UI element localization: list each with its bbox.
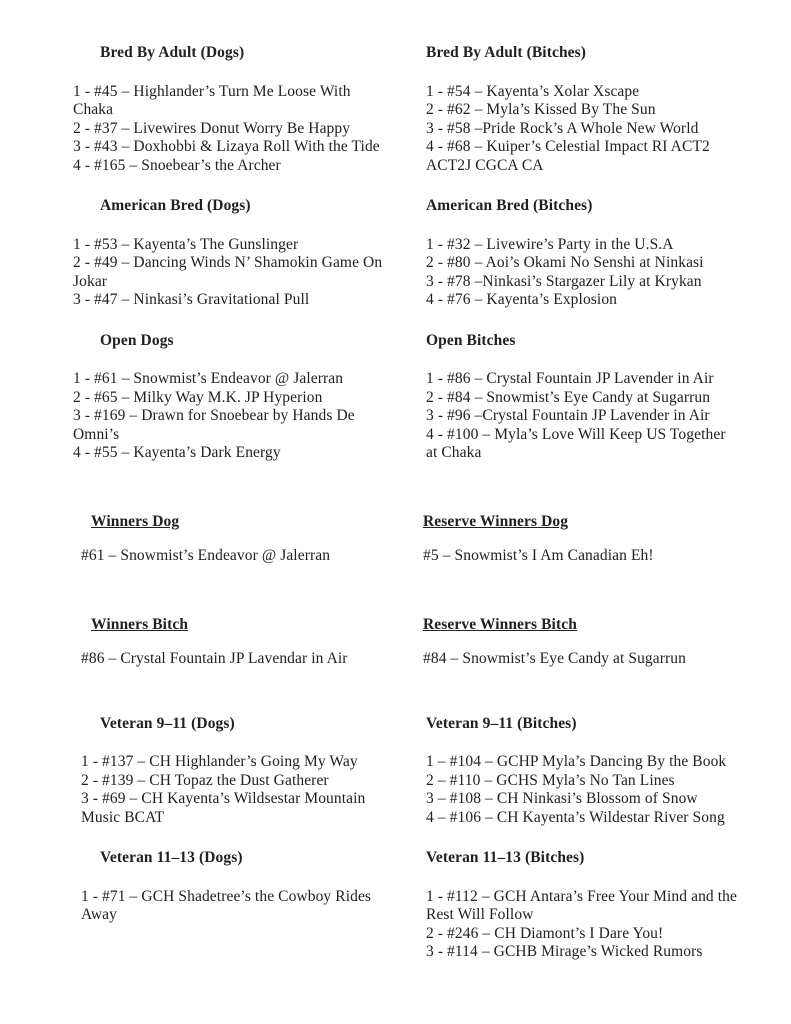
- placement-entry: 3 – #108 – CH Ninkasi’s Blossom of Snow: [426, 790, 698, 807]
- winner-entry: #84 – Snowmist’s Eye Candy at Sugarrun: [423, 650, 686, 667]
- section-bred-by-adult-bitches: [423, 44, 739, 175]
- placement-list: [423, 83, 739, 176]
- section-veteran-9-11-dogs: [72, 715, 423, 828]
- placement-entry: 4 - #100 – Myla’s Love Will Keep US Together at Chaka: [426, 425, 726, 461]
- placement-entry: 3 - #78 –Ninkasi’s Stargazer Lily at Krykan: [426, 272, 702, 290]
- placement-entry: 4 - #68 – Kuiper’s Celestial Impact RI ACT2 ACT2J CGCA CA: [426, 138, 710, 174]
- placement-list: [72, 650, 387, 669]
- placement-entry: 3 - #96 –Crystal Fountain JP Lavender in Air: [426, 407, 710, 424]
- section-title: Open Dogs: [100, 331, 174, 349]
- section-title: Veteran 9–11 (Dogs): [100, 714, 235, 732]
- section-open-bitches: [423, 332, 739, 463]
- placement-entry: 3 - #69 – CH Kayenta’s Wildsestar Mountain Music BCAT: [81, 790, 366, 826]
- section-veteran-11-13-dogs: [72, 849, 423, 925]
- section-bred-by-adult-dogs: [72, 44, 423, 175]
- section-title: Winners Bitch: [91, 615, 189, 633]
- section-reserve-winners-dog: [423, 513, 739, 566]
- placement-list: [72, 753, 387, 827]
- section-title: Veteran 9–11 (Bitches): [426, 714, 577, 732]
- placement-entry: 2 - #49 – Dancing Winds N’ Shamokin Game On Jokar: [73, 254, 383, 290]
- placement-entry: 3 - #114 – GCHB Mirage’s Wicked Rumors: [426, 943, 703, 960]
- placement-entry: 3 - #43 – Doxhobbi & Lizaya Roll With the Tide: [73, 138, 380, 155]
- placement-entry: 1 - #61 – Snowmist’s Endeavor @ Jalerran: [73, 370, 344, 387]
- section-american-bred-bitches: [423, 197, 739, 310]
- section-title: Reserve Winners Dog: [423, 512, 569, 530]
- placement-list: [72, 83, 387, 176]
- placement-entry: 1 - #71 – GCH Shadetree’s the Cowboy Rides Away: [81, 887, 372, 923]
- section-winners-dog: [72, 513, 423, 566]
- placement-entry: 2 - #65 – Milky Way M.K. JP Hyperion: [73, 388, 323, 406]
- row-bred-by-adult: [72, 44, 751, 175]
- row-winners-bitch: [72, 616, 751, 669]
- section-title: Winners Dog: [91, 512, 180, 530]
- placement-entry: 1 - #86 – Crystal Fountain JP Lavender in Air: [426, 370, 714, 387]
- row-american-bred: [72, 197, 751, 310]
- placement-list: [423, 370, 739, 463]
- placement-list: [423, 547, 739, 566]
- section-veteran-11-13-bitches: [423, 849, 739, 962]
- placement-entry: 1 - #45 – Highlander’s Turn Me Loose With Chaka: [73, 82, 351, 118]
- placement-list: [72, 547, 387, 566]
- section-title: Veteran 11–13 (Bitches): [426, 849, 585, 866]
- winner-entry: #5 – Snowmist’s I Am Canadian Eh!: [423, 547, 654, 564]
- section-title: American Bred (Dogs): [100, 197, 251, 214]
- placement-entry: 2 - #62 – Myla’s Kissed By The Sun: [426, 101, 656, 118]
- row-open: [72, 332, 751, 463]
- placement-entry: 1 - #32 – Livewire’s Party in the U.S.A: [426, 235, 674, 253]
- placement-list: [72, 236, 387, 310]
- placement-entry: 3 - #58 –Pride Rock’s A Whole New World: [426, 119, 699, 137]
- placement-list: [72, 888, 387, 925]
- placement-list: [423, 236, 739, 310]
- section-american-bred-dogs: [72, 197, 423, 310]
- placement-entry: 2 - #37 – Livewires Donut Worry Be Happy: [73, 119, 351, 137]
- section-reserve-winners-bitch: [423, 616, 739, 669]
- placement-entry: 2 - #246 – CH Diamont’s I Dare You!: [426, 924, 664, 942]
- placement-list: [423, 753, 739, 827]
- winner-entry: #86 – Crystal Fountain JP Lavendar in Air: [81, 650, 348, 667]
- section-title: Reserve Winners Bitch: [423, 615, 577, 633]
- row-veteran-9-11: [72, 715, 751, 828]
- row-winners-dog: [72, 513, 751, 566]
- placement-entry: 4 - #55 – Kayenta’s Dark Energy: [73, 444, 281, 461]
- winner-entry: #61 – Snowmist’s Endeavor @ Jalerran: [81, 547, 331, 564]
- placement-entry: 2 - #80 – Aoi’s Okami No Senshi at Ninkasi: [426, 254, 704, 271]
- section-veteran-9-11-bitches: [423, 715, 739, 828]
- section-title: Veteran 11–13 (Dogs): [100, 849, 243, 866]
- section-title: Bred By Adult (Dogs): [100, 44, 245, 61]
- placement-entry: 3 - #169 – Drawn for Snoebear by Hands De Omni’s: [73, 407, 355, 443]
- placement-entry: 4 - #76 – Kayenta’s Explosion: [426, 291, 618, 308]
- placement-entry: 1 - #137 – CH Highlander’s Going My Way: [81, 753, 358, 770]
- placement-entry: 1 - #53 – Kayenta’s The Gunslinger: [73, 235, 299, 253]
- placement-entry: 2 - #139 – CH Topaz the Dust Gatherer: [81, 771, 329, 789]
- placement-entry: 4 – #106 – CH Kayenta’s Wildestar River Song: [426, 808, 725, 826]
- section-title: Bred By Adult (Bitches): [426, 44, 587, 61]
- placement-list: [423, 888, 739, 962]
- placement-entry: 1 – #104 – GCHP Myla’s Dancing By the Book: [426, 753, 727, 770]
- placement-entry: 2 – #110 – GCHS Myla’s No Tan Lines: [426, 771, 675, 789]
- row-veteran-11-13: [72, 849, 751, 962]
- placement-entry: 1 - #54 – Kayenta’s Xolar Xscape: [426, 82, 640, 100]
- section-open-dogs: [72, 332, 423, 463]
- placement-entry: 4 - #165 – Snoebear’s the Archer: [73, 156, 281, 174]
- section-title: American Bred (Bitches): [426, 197, 593, 214]
- placement-entry: 2 - #84 – Snowmist’s Eye Candy at Sugarrun: [426, 388, 711, 406]
- placement-list: [72, 370, 387, 463]
- placement-entry: 1 - #112 – GCH Antara’s Free Your Mind and the Rest Will Follow: [426, 887, 737, 923]
- placement-entry: 3 - #47 – Ninkasi’s Gravitational Pull: [73, 291, 310, 308]
- placement-list: [423, 650, 739, 669]
- section-title: Open Bitches: [426, 331, 516, 349]
- section-winners-bitch: [72, 616, 423, 669]
